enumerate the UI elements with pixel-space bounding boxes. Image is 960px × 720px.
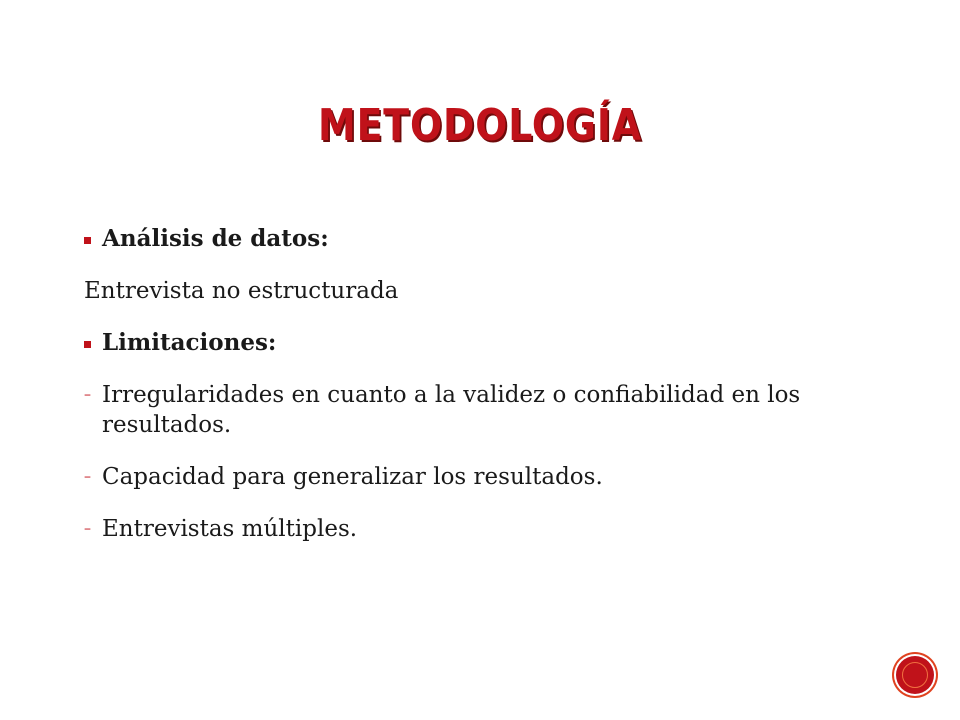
slide-title: METODOLOGÍA: [318, 100, 642, 151]
bullet-analisis-de-datos: [84, 224, 904, 254]
sub-item-text: Entrevistas múltiples.: [102, 516, 358, 542]
bullet-text: Análisis de datos:: [102, 225, 329, 252]
sub-item-capacidad: [84, 462, 904, 492]
dash-bullet-icon: –: [84, 469, 91, 485]
bullet-text: Limitaciones:: [102, 329, 277, 356]
square-bullet-icon: [84, 237, 91, 244]
sub-item-entrevistas: [84, 514, 904, 544]
dash-bullet-icon: –: [84, 521, 91, 537]
bullet-limitaciones: [84, 328, 904, 358]
slide-badge-icon: [896, 656, 934, 694]
sub-item-text: Irregularidades en cuanto a la validez o confiabilidad en los resultados.: [102, 382, 801, 438]
body-text: Entrevista no estructurada: [84, 278, 399, 304]
square-bullet-icon: [84, 341, 91, 348]
sub-item-irregularidades: [84, 380, 904, 440]
dash-bullet-icon: –: [84, 387, 91, 403]
text-entrevista: [84, 276, 904, 306]
sub-item-text: Capacidad para generalizar los resultados.: [102, 464, 603, 490]
badge-ring: [902, 662, 928, 688]
slide-body: [84, 224, 904, 544]
